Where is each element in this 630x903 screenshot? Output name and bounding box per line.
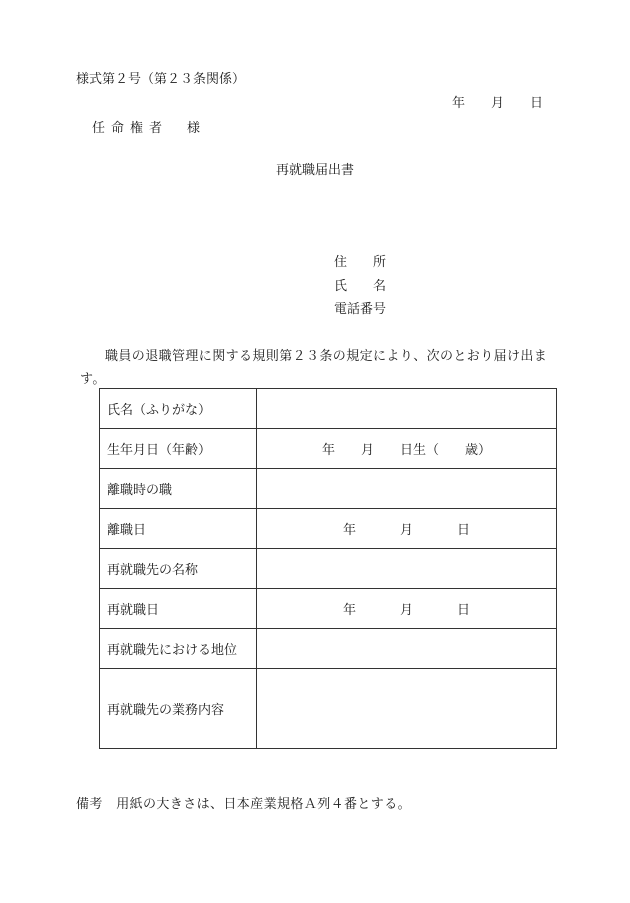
table-row — [100, 389, 557, 429]
remarks-note: 備考 用紙の大きさは、日本産業規格Ａ列４番とする。 — [76, 797, 412, 812]
table-row — [100, 469, 557, 509]
new-duties-label: 再就職先の業務内容 — [100, 669, 257, 749]
birthdate-field[interactable]: 年 月 日生（ 歳） — [257, 429, 557, 469]
document-title: 再就職届出書 — [275, 163, 354, 178]
applicant-phone-label: 電話番号 — [334, 302, 387, 317]
intro-paragraph: 職員の退職管理に関する規則第２３条の規定により、次のとおり届け出ます。 — [80, 349, 548, 387]
new-employer-name-label: 再就職先の名称 — [100, 549, 257, 589]
addressee: 任命権者 様 — [92, 121, 207, 136]
applicant-address-label: 住 所 — [334, 255, 387, 270]
table-row — [100, 629, 557, 669]
position-at-retirement-field[interactable] — [257, 469, 557, 509]
table-row — [100, 589, 557, 629]
position-at-retirement-label: 離職時の職 — [100, 469, 257, 509]
applicant-name-label: 氏 名 — [334, 279, 387, 294]
retirement-date-label: 離職日 — [100, 509, 257, 549]
name-kana-field[interactable] — [257, 389, 557, 429]
new-position-field[interactable] — [257, 629, 557, 669]
new-position-label: 再就職先における地位 — [100, 629, 257, 669]
new-employer-name-field[interactable] — [257, 549, 557, 589]
table-row — [100, 509, 557, 549]
date-year: 年 — [452, 96, 466, 111]
reemployment-form-table — [99, 388, 557, 749]
table-row — [100, 669, 557, 749]
reemployment-date-field[interactable]: 年 月 日 — [257, 589, 557, 629]
form-number-label: 様式第２号（第２３条関係） — [76, 72, 246, 87]
retirement-date-field[interactable]: 年 月 日 — [257, 509, 557, 549]
new-duties-field[interactable] — [257, 669, 557, 749]
reemployment-date-label: 再就職日 — [100, 589, 257, 629]
name-kana-label: 氏名（ふりがな） — [100, 389, 257, 429]
date-month: 月 — [491, 96, 505, 111]
table-row — [100, 549, 557, 589]
table-row — [100, 429, 557, 469]
birthdate-label: 生年月日（年齢） — [100, 429, 257, 469]
date-day: 日 — [530, 96, 544, 111]
submission-date — [452, 96, 543, 112]
